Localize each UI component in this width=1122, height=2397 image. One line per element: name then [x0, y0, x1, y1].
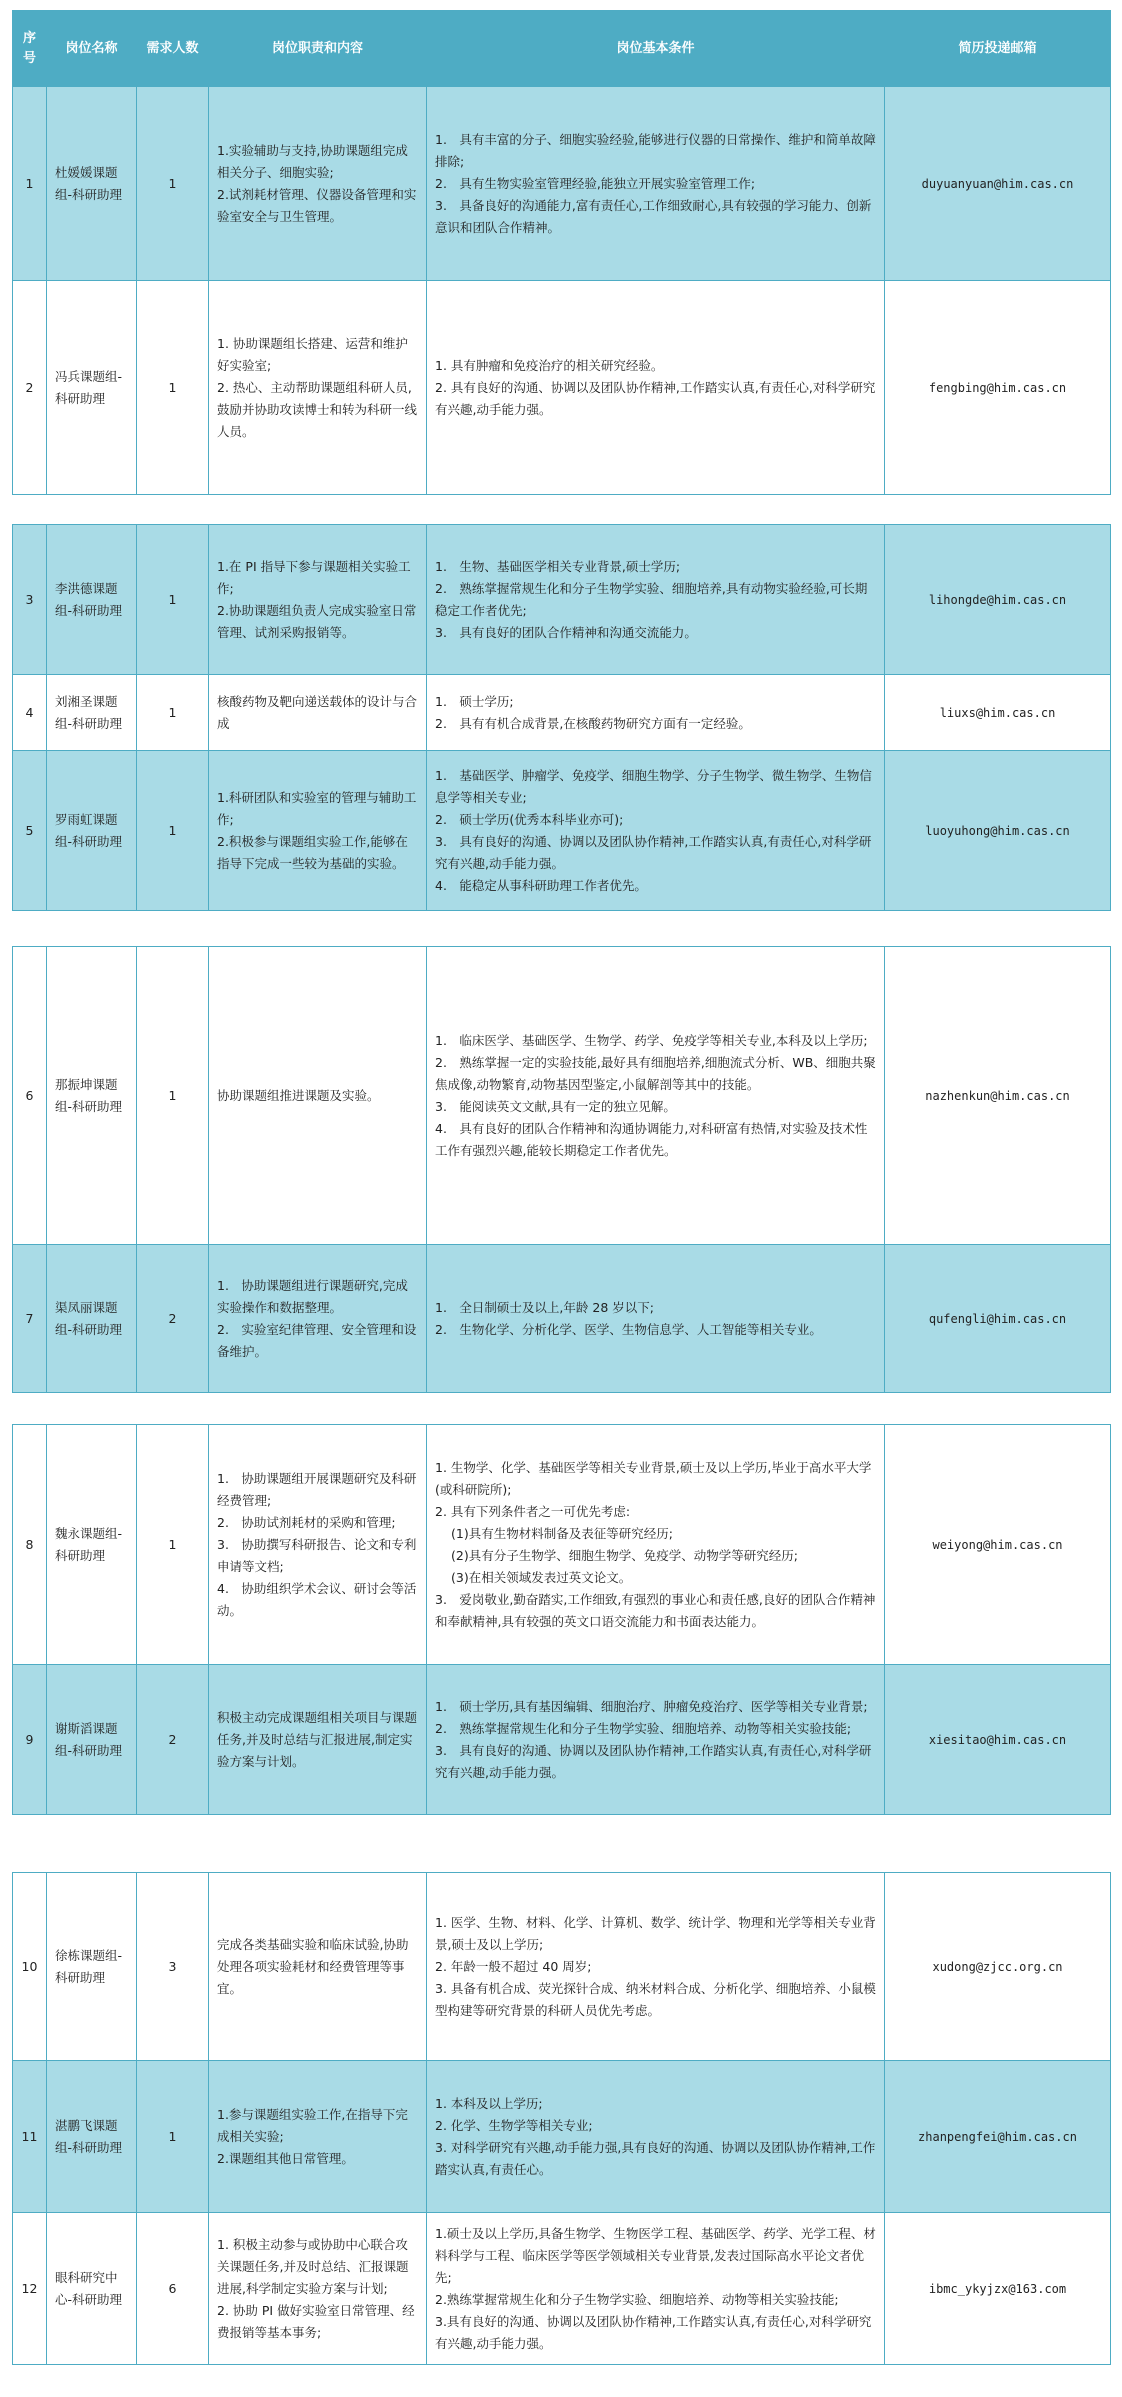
req-line: 1.硕士及以上学历,具备生物学、生物医学工程、基础医学、药学、光学工程、材料科学与工程、临床医学等医学领域相关专业背景,发表过国际高水平论文者优先; — [435, 2225, 876, 2285]
job-requirements — [427, 1425, 885, 1665]
job-title: 谢斯滔课题组-科研助理 — [47, 1665, 137, 1815]
table-row — [13, 281, 1111, 495]
job-table-1 — [12, 86, 1111, 495]
row-no: 3 — [13, 525, 47, 675]
req-line: 1. 本科及以上学历; — [435, 2095, 543, 2111]
job-title: 杜媛媛课题组-科研助理 — [47, 87, 137, 281]
job-title: 李洪德课题组-科研助理 — [47, 525, 137, 675]
job-requirements — [427, 281, 885, 495]
duty-line: 1.科研团队和实验室的管理与辅助工作; — [217, 789, 417, 827]
job-title: 眼科研究中心-科研助理 — [47, 2213, 137, 2365]
req-line: 2. 硕士学历(优秀本科毕业亦可); — [435, 811, 624, 827]
headcount: 1 — [137, 947, 209, 1245]
job-duties — [209, 1665, 427, 1815]
duty-line: 2.课题组其他日常管理。 — [217, 2150, 354, 2166]
row-no: 1 — [13, 87, 47, 281]
table-row — [13, 751, 1111, 911]
duty-line: 完成各类基础实验和临床试验,协助处理各项实验耗材和经费管理等事宜。 — [217, 1936, 409, 1996]
duty-line: 2. 协助 PI 做好实验室日常管理、经费报销等基本事务; — [217, 2302, 415, 2340]
job-duties — [209, 1873, 427, 2061]
req-line: 2. 生物化学、分析化学、医学、生物信息学、人工智能等相关专业。 — [435, 1321, 822, 1337]
duty-line: 1.实验辅助与支持,协助课题组完成相关分子、细胞实验; — [217, 142, 408, 180]
req-line: 1. 硕士学历; — [435, 693, 514, 709]
row-no: 2 — [13, 281, 47, 495]
col-header-email: 简历投递邮箱 — [885, 11, 1111, 87]
req-line: 1. 临床医学、基础医学、生物学、药学、免疫学等相关专业,本科及以上学历; — [435, 1032, 868, 1048]
row-no: 8 — [13, 1425, 47, 1665]
req-line: 2. 熟练掌握常规生化和分子生物学实验、细胞培养,具有动物实验经验,可长期稳定工作者优先; — [435, 580, 868, 618]
col-header-num: 需求人数 — [137, 11, 209, 87]
req-line: 2.熟练掌握常规生化和分子生物学实验、细胞培养、动物等相关实验技能; — [435, 2291, 839, 2307]
row-no: 10 — [13, 1873, 47, 2061]
req-subline: (3)在相关领域发表过英文论文。 — [451, 1569, 632, 1585]
req-line: 2. 具有下列条件者之一可优先考虑: — [435, 1503, 631, 1519]
req-line: 1. 生物、基础医学相关专业背景,硕士学历; — [435, 558, 681, 574]
row-no: 5 — [13, 751, 47, 911]
job-duties — [209, 751, 427, 911]
job-duties — [209, 675, 427, 751]
email-link[interactable]: weiyong@him.cas.cn — [885, 1425, 1111, 1665]
job-duties — [209, 2213, 427, 2365]
req-line: 3. 对科学研究有兴趣,动手能力强,具有良好的沟通、协调以及团队协作精神,工作踏实认真,有责任心。 — [435, 2139, 876, 2177]
headcount: 1 — [137, 1425, 209, 1665]
job-title: 冯兵课题组-科研助理 — [47, 281, 137, 495]
job-duties — [209, 947, 427, 1245]
table-row — [13, 87, 1111, 281]
duty-line: 积极主动完成课题组相关项目与课题任务,并及时总结与汇报进展,制定实验方案与计划。 — [217, 1709, 418, 1769]
email-link[interactable]: duyuanyuan@him.cas.cn — [885, 87, 1111, 281]
req-line: 2. 年龄一般不超过 40 周岁; — [435, 1958, 592, 1974]
duty-line: 1. 协助课题组长搭建、运营和维护好实验室; — [217, 335, 408, 373]
job-requirements — [427, 947, 885, 1245]
duty-line: 协助课题组推进课题及实验。 — [217, 1087, 380, 1103]
headcount: 1 — [137, 281, 209, 495]
email-link[interactable]: ibmc_ykyjzx@163.com — [885, 2213, 1111, 2365]
table-row — [13, 1245, 1111, 1393]
job-duties — [209, 1245, 427, 1393]
headcount: 1 — [137, 675, 209, 751]
email-link[interactable]: nazhenkun@him.cas.cn — [885, 947, 1111, 1245]
job-duties — [209, 1425, 427, 1665]
email-link[interactable]: luoyuhong@him.cas.cn — [885, 751, 1111, 911]
job-title: 那振坤课题组-科研助理 — [47, 947, 137, 1245]
job-table-4 — [12, 1424, 1111, 1815]
duty-line: 4. 协助组织学术会议、研讨会等活动。 — [217, 1580, 417, 1618]
headcount: 1 — [137, 751, 209, 911]
email-link[interactable]: liuxs@him.cas.cn — [885, 675, 1111, 751]
table-row — [13, 1425, 1111, 1665]
duty-line: 2.协助课题组负责人完成实验室日常管理、试剂采购报销等。 — [217, 602, 417, 640]
req-line: 3. 具备良好的沟通能力,富有责任心,工作细致耐心,具有较强的学习能力、创新意识和团队合作精神。 — [435, 197, 872, 235]
job-duties — [209, 2061, 427, 2213]
job-requirements — [427, 1873, 885, 2061]
row-no: 11 — [13, 2061, 47, 2213]
job-requirements — [427, 751, 885, 911]
col-header-name: 岗位名称 — [47, 11, 137, 87]
row-no: 12 — [13, 2213, 47, 2365]
col-header-duties: 岗位职责和内容 — [209, 11, 427, 87]
duty-line: 2. 实验室纪律管理、安全管理和设备维护。 — [217, 1321, 417, 1359]
col-header-no: 序号 — [13, 11, 47, 87]
table-row — [13, 525, 1111, 675]
req-line: 1. 具有肿瘤和免疫治疗的相关研究经验。 — [435, 357, 664, 373]
job-title: 渠凤丽课题组-科研助理 — [47, 1245, 137, 1393]
job-title: 徐栋课题组-科研助理 — [47, 1873, 137, 2061]
req-line: 3. 具有良好的沟通、协调以及团队协作精神,工作踏实认真,有责任心,对科学研究有兴趣,动手能力强。 — [435, 833, 872, 871]
email-link[interactable]: zhanpengfei@him.cas.cn — [885, 2061, 1111, 2213]
req-line: 3. 具有良好的沟通、协调以及团队协作精神,工作踏实认真,有责任心,对科学研究有兴趣,动手能力强。 — [435, 1742, 872, 1780]
email-link[interactable]: qufengli@him.cas.cn — [885, 1245, 1111, 1393]
req-line: 2. 熟练掌握常规生化和分子生物学实验、细胞培养、动物等相关实验技能; — [435, 1720, 852, 1736]
job-table-2 — [12, 524, 1111, 911]
table-row — [13, 675, 1111, 751]
header-table — [12, 10, 1111, 87]
row-no: 9 — [13, 1665, 47, 1815]
job-requirements — [427, 87, 885, 281]
row-no: 4 — [13, 675, 47, 751]
duty-line: 1. 协助课题组开展课题研究及科研经费管理; — [217, 1470, 417, 1508]
job-table-5 — [12, 1872, 1111, 2365]
req-line: 2. 化学、生物学等相关专业; — [435, 2117, 593, 2133]
job-requirements — [427, 2061, 885, 2213]
table-row — [13, 2061, 1111, 2213]
job-title: 罗雨虹课题组-科研助理 — [47, 751, 137, 911]
duty-line: 核酸药物及靶向递送载体的设计与合成 — [217, 693, 418, 731]
job-requirements — [427, 1665, 885, 1815]
headcount: 1 — [137, 525, 209, 675]
duty-line: 1. 协助课题组进行课题研究,完成实验操作和数据整理。 — [217, 1277, 408, 1315]
duty-line: 2. 协助试剂耗材的采购和管理; — [217, 1514, 396, 1530]
req-line: 4. 具有良好的团队合作精神和沟通协调能力,对科研富有热情,对实验及技术性工作有强烈兴趣,能较长期稳定工作者优先。 — [435, 1120, 868, 1158]
req-line: 2. 具有生物实验室管理经验,能独立开展实验室管理工作; — [435, 175, 756, 191]
req-subline: (1)具有生物材料制备及表征等研究经历; — [451, 1525, 673, 1541]
req-line: 3. 具有良好的团队合作精神和沟通交流能力。 — [435, 624, 697, 640]
job-duties — [209, 281, 427, 495]
email-link[interactable]: fengbing@him.cas.cn — [885, 281, 1111, 495]
req-line: 2. 具有有机合成背景,在核酸药物研究方面有一定经验。 — [435, 715, 751, 731]
req-line: 1. 全日制硕士及以上,年龄 28 岁以下; — [435, 1299, 654, 1315]
headcount: 6 — [137, 2213, 209, 2365]
duty-line: 1.参与课题组实验工作,在指导下完成相关实验; — [217, 2106, 408, 2144]
req-line: 3. 爱岗敬业,勤奋踏实,工作细致,有强烈的事业心和责任感,良好的团队合作精神和奉献精神,具有较强的英文口语交流能力和书面表达能力。 — [435, 1591, 876, 1629]
table-row — [13, 947, 1111, 1245]
job-requirements — [427, 525, 885, 675]
table-row — [13, 1873, 1111, 2061]
duty-line: 3. 协助撰写科研报告、论文和专利申请等文档; — [217, 1536, 417, 1574]
req-subline: (2)具有分子生物学、细胞生物学、免疫学、动物学等研究经历; — [451, 1547, 798, 1563]
job-duties — [209, 525, 427, 675]
headcount: 2 — [137, 1245, 209, 1393]
headcount: 3 — [137, 1873, 209, 2061]
job-duties — [209, 87, 427, 281]
row-no: 7 — [13, 1245, 47, 1393]
req-line: 3.具有良好的沟通、协调以及团队协作精神,工作踏实认真,有责任心,对科学研究有兴趣,动手能力强。 — [435, 2313, 872, 2351]
duty-line: 2. 热心、主动帮助课题组科研人员, 鼓励并协助攻读博士和转为科研一线人员。 — [217, 379, 418, 439]
req-line: 1. 具有丰富的分子、细胞实验经验,能够进行仪器的日常操作、维护和简单故障排除; — [435, 131, 876, 169]
req-line: 4. 能稳定从事科研助理工作者优先。 — [435, 877, 647, 893]
req-line: 1. 生物学、化学、基础医学等相关专业背景,硕士及以上学历,毕业于高水平大学(或科研院所); — [435, 1459, 872, 1497]
email-link[interactable]: lihongde@him.cas.cn — [885, 525, 1111, 675]
duty-line: 2.试剂耗材管理、仪器设备管理和实验室安全与卫生管理。 — [217, 186, 417, 224]
req-line: 1. 医学、生物、材料、化学、计算机、数学、统计学、物理和光学等相关专业背景,硕士及以上学历; — [435, 1914, 876, 1952]
req-line: 1. 硕士学历,具有基因编辑、细胞治疗、肿瘤免疫治疗、医学等相关专业背景; — [435, 1698, 868, 1714]
col-header-reqs: 岗位基本条件 — [427, 11, 885, 87]
req-line: 3. 能阅读英文文献,具有一定的独立见解。 — [435, 1098, 676, 1114]
req-line: 1. 基础医学、肿瘤学、免疫学、细胞生物学、分子生物学、微生物学、生物信息学等相关专业; — [435, 767, 872, 805]
job-requirements — [427, 2213, 885, 2365]
duty-line: 2.积极参与课题组实验工作,能够在指导下完成一些较为基础的实验。 — [217, 833, 408, 871]
email-link[interactable]: xiesitao@him.cas.cn — [885, 1665, 1111, 1815]
job-title: 魏永课题组-科研助理 — [47, 1425, 137, 1665]
job-requirements — [427, 1245, 885, 1393]
headcount: 2 — [137, 1665, 209, 1815]
req-line: 3. 具备有机合成、荧光探针合成、纳米材料合成、分析化学、细胞培养、小鼠模型构建等研究背景的科研人员优先考虑。 — [435, 1980, 876, 2018]
headcount: 1 — [137, 2061, 209, 2213]
job-requirements — [427, 675, 885, 751]
email-link[interactable]: xudong@zjcc.org.cn — [885, 1873, 1111, 2061]
headcount: 1 — [137, 87, 209, 281]
table-row — [13, 2213, 1111, 2365]
req-line: 2. 熟练掌握一定的实验技能,最好具有细胞培养,细胞流式分析、WB、细胞共聚焦成像,动物繁育,动物基因型鉴定,小鼠解剖等其中的技能。 — [435, 1054, 876, 1092]
job-table-3 — [12, 946, 1111, 1393]
job-title: 湛鹏飞课题组-科研助理 — [47, 2061, 137, 2213]
row-no: 6 — [13, 947, 47, 1245]
job-title: 刘湘圣课题组-科研助理 — [47, 675, 137, 751]
req-line: 2. 具有良好的沟通、协调以及团队协作精神,工作踏实认真,有责任心,对科学研究有兴趣,动手能力强。 — [435, 379, 876, 417]
duty-line: 1. 积极主动参与或协助中心联合攻关课题任务,并及时总结、汇报课题进展,科学制定实验方案与计划; — [217, 2236, 409, 2296]
duty-line: 1.在 PI 指导下参与课题相关实验工作; — [217, 558, 411, 596]
table-row — [13, 1665, 1111, 1815]
